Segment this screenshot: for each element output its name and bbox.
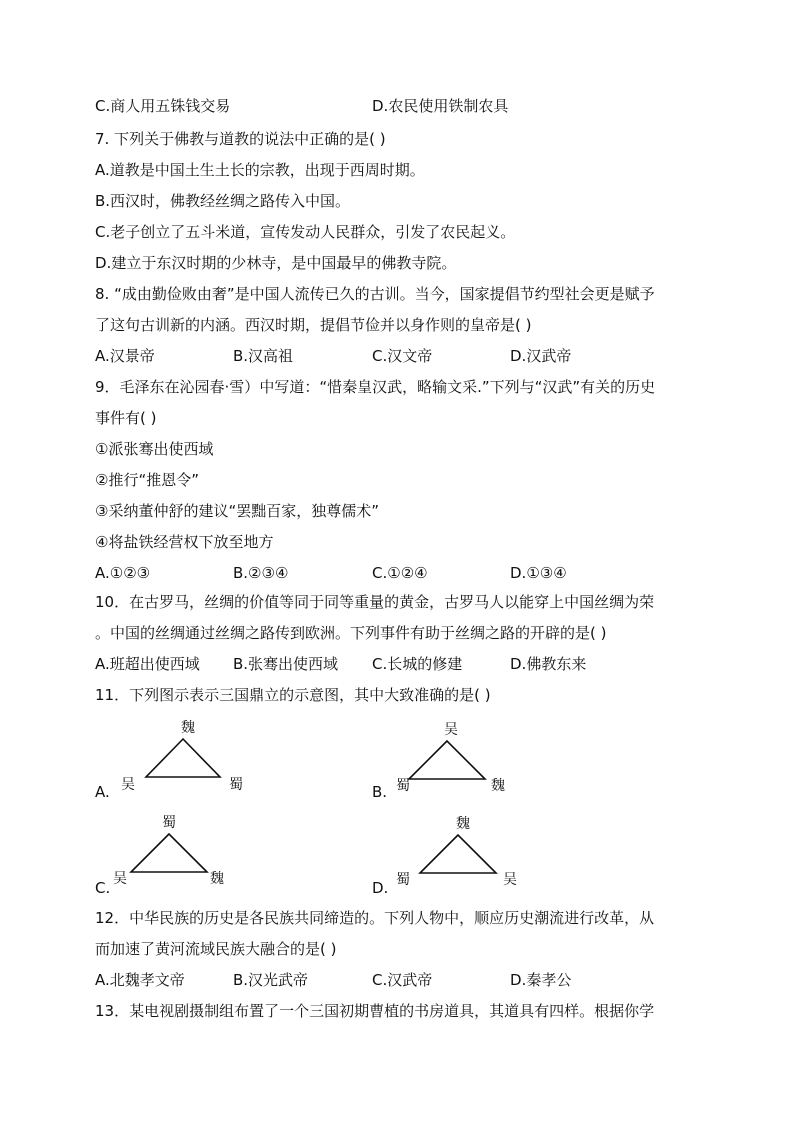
q9-statement-3: ③采纳董仲舒的建议“罢黜百家，独尊儒术” xyxy=(95,502,379,520)
q11-diagram-d-letter: D. xyxy=(372,879,389,897)
q11-diagram-a-left-label: 吴 xyxy=(121,777,135,793)
q10-option-a: A.班超出使西域 xyxy=(95,655,200,673)
q11-stem: 11．下列图示表示三国鼎立的示意图，其中大致准确的是( ) xyxy=(95,686,491,704)
q11-diagram-d-top-label: 魏 xyxy=(456,816,470,832)
q9-option-d: D.①③④ xyxy=(510,564,567,582)
q11-diagram-c-letter: C. xyxy=(95,879,111,897)
q9-option-c: C.①②④ xyxy=(372,564,428,582)
q8-option-c: C.汉文帝 xyxy=(372,347,433,365)
q11-diagram-d-right-label: 吴 xyxy=(503,872,517,888)
q11-diagram-b-letter: B. xyxy=(372,783,388,801)
q8-stem-line2: 了这句古训新的内涵。西汉时期，提倡节俭并以身作则的皇帝是( ) xyxy=(95,316,532,334)
q11-diagram-a-letter: A. xyxy=(95,783,110,801)
q8-option-d: D.汉武帝 xyxy=(510,347,572,365)
q8-stem-line1: 8. “成由勤俭败由奢”是中国人流传已久的古训。当今，国家提倡节约型社会更是赋予 xyxy=(95,285,655,303)
q11-diagram-c-left-label: 吴 xyxy=(113,871,127,887)
q10-option-b: B.张骞出使西域 xyxy=(233,655,339,673)
q9-statement-4: ④将盐铁经营权下放至地方 xyxy=(95,533,274,551)
q7-option-c: C.老子创立了五斗米道，宣传发动人民群众，引发了农民起义。 xyxy=(95,223,516,241)
q9-stem-line2: 事件有( ) xyxy=(95,409,157,427)
q7-option-b: B.西汉时，佛教经丝绸之路传入中国。 xyxy=(95,192,351,210)
q11-diagram-b-left-label: 蜀 xyxy=(396,778,410,794)
q9-option-a: A.①②③ xyxy=(95,564,151,582)
q12-option-d: D.秦孝公 xyxy=(510,971,572,989)
q12-option-c: C.汉武帝 xyxy=(372,971,433,989)
q11-diagram-c-top-label: 蜀 xyxy=(162,815,176,831)
q10-stem-line1: 10．在古罗马，丝绸的价值等同于同等重量的黄金，古罗马人以能穿上中国丝绸为荣 xyxy=(95,593,655,611)
q10-stem-line2: 。中国的丝绸通过丝绸之路传到欧洲。下列事件有助于丝绸之路的开辟的是( ) xyxy=(95,624,607,642)
q12-option-a: A.北魏孝文帝 xyxy=(95,971,185,989)
q11-diagram-d-left-label: 蜀 xyxy=(396,872,410,888)
q11-diagram-a-triangle xyxy=(145,738,221,778)
q11-diagram-b-triangle xyxy=(408,740,486,780)
q7-option-a: A.道教是中国土生土长的宗教，出现于西周时期。 xyxy=(95,161,425,179)
q10-option-c: C.长城的修建 xyxy=(372,655,463,673)
q9-statement-2: ②推行“推恩令” xyxy=(95,471,199,489)
q11-diagram-a-top-label: 魏 xyxy=(181,720,195,736)
q11-diagram-a-right-label: 蜀 xyxy=(229,777,243,793)
q11-diagram-b-right-label: 魏 xyxy=(491,778,505,794)
q9-option-b: B.②③④ xyxy=(233,564,289,582)
q12-stem-line2: 而加速了黄河流域民族大融合的是( ) xyxy=(95,940,337,958)
q13-stem-line1: 13．某电视剧摄制组布置了一个三国初期曹植的书房道具，其道具有四样。根据你学 xyxy=(95,1002,655,1020)
q9-stem-line1: 9．毛泽东在沁园春·雪）中写道：“惜秦皇汉武，略输文采.”下列与“汉武”有关的历史 xyxy=(95,378,656,396)
q11-diagram-c-triangle xyxy=(130,833,208,873)
q6-option-d: D.农民使用铁制农具 xyxy=(372,97,509,115)
q7-option-d: D.建立于东汉时期的少林寺，是中国最早的佛教寺院。 xyxy=(95,254,457,272)
q10-option-d: D.佛教东来 xyxy=(510,655,587,673)
q12-stem-line1: 12．中华民族的历史是各民族共同缔造的。下列人物中，顺应历史潮流进行改革，从 xyxy=(95,909,655,927)
q12-option-b: B.汉光武帝 xyxy=(233,971,309,989)
q11-diagram-b-top-label: 吴 xyxy=(444,722,458,738)
q11-diagram-d-triangle xyxy=(419,834,497,874)
q7-stem: 7. 下列关于佛教与道教的说法中正确的是( ) xyxy=(95,130,386,148)
q9-statement-1: ①派张骞出使西域 xyxy=(95,440,214,458)
q8-option-b: B.汉高祖 xyxy=(233,347,294,365)
q8-option-a: A.汉景帝 xyxy=(95,347,155,365)
q6-option-c: C.商人用五铢钱交易 xyxy=(95,97,231,115)
q11-diagram-c-right-label: 魏 xyxy=(210,871,224,887)
